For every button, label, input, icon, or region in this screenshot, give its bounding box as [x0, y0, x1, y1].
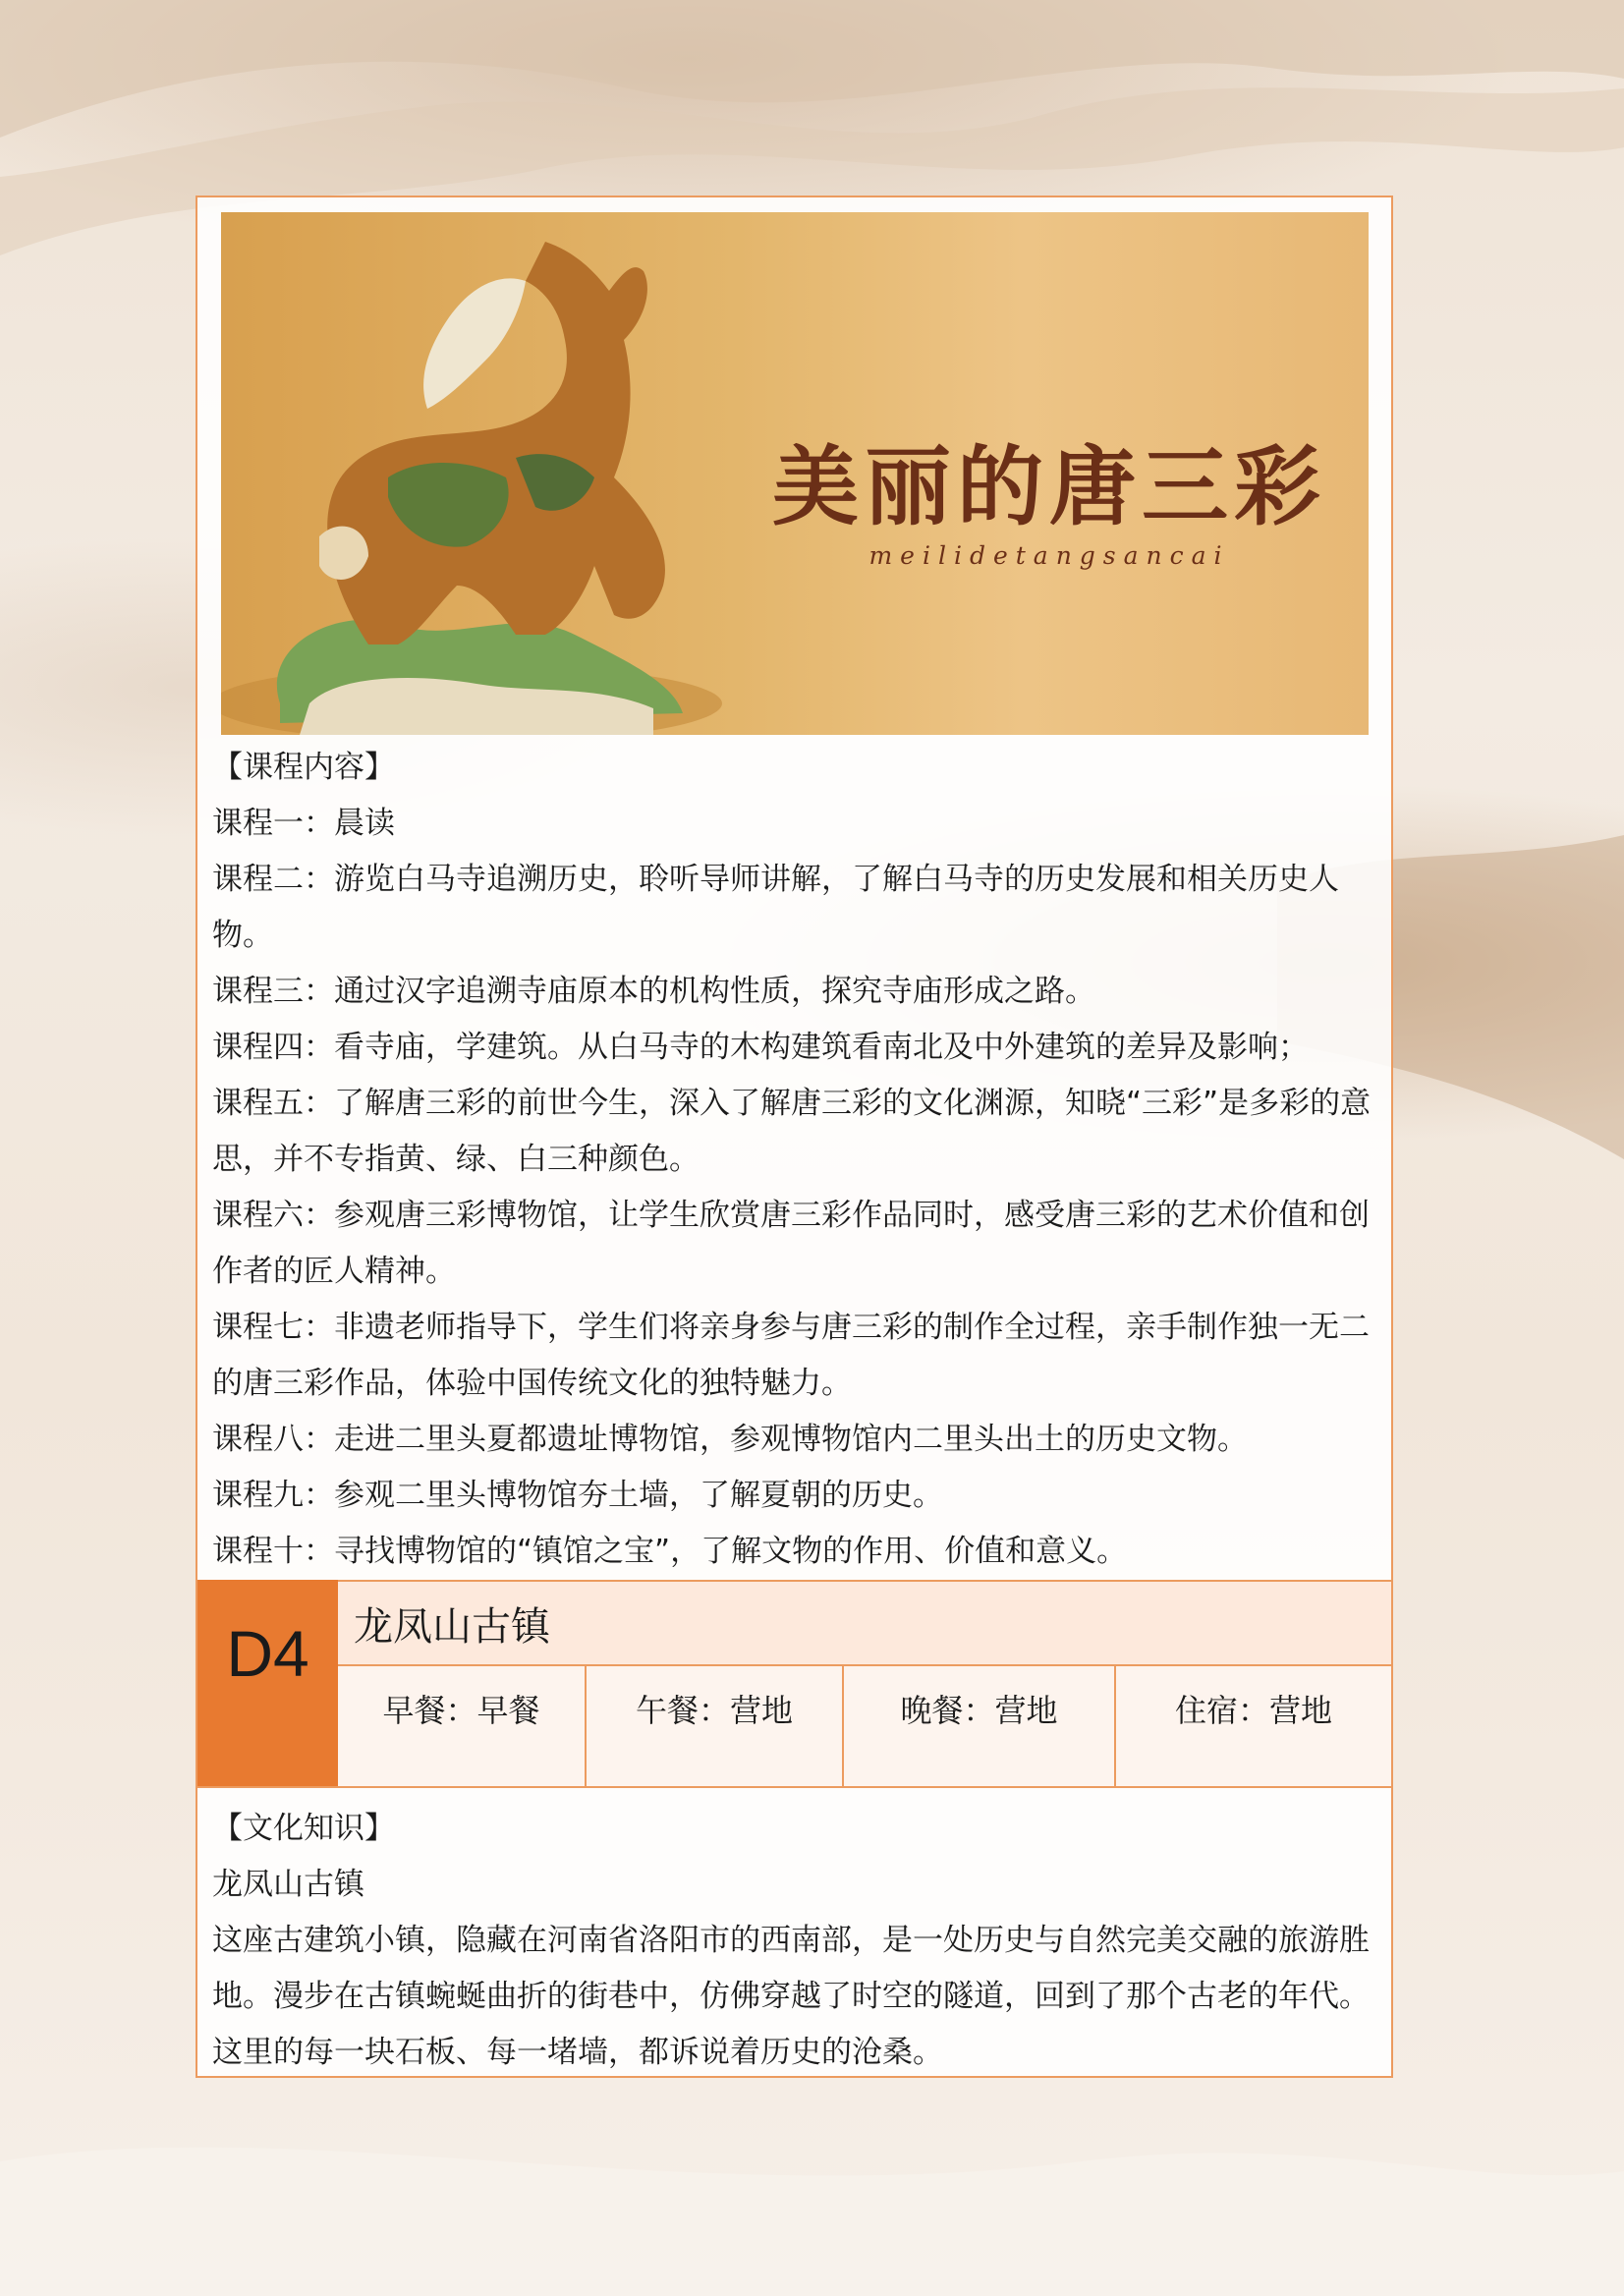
- course-item: 课程九：参观二里头博物馆夯土墙，了解夏朝的历史。: [212, 1478, 943, 1513]
- culture-body: 这座古建筑小镇，隐藏在河南省洛阳市的西南部，是一处历史与自然完美交融的旅游胜地。漫步在古镇蜿蜒曲折的街巷中，仿佛穿越了时空的隧道，回到了那个古老的年代。这里的每一块石板、每一堵墙，都诉说着历史的沧桑。: [212, 1923, 1370, 2070]
- culture-section: [212, 1801, 1376, 2081]
- banner-subtitle: meilidetangsancai: [868, 541, 1230, 570]
- day-badge: D4: [197, 1580, 338, 1786]
- day-header: [197, 1580, 1391, 1786]
- course-item: 课程十：寻找博物馆的“镇馆之宝”，了解文物的作用、价值和意义。: [212, 1534, 1128, 1569]
- divider: [197, 1786, 1391, 1788]
- course-item: 课程三：通过汉字追溯寺庙原本的机构性质，探究寺庙形成之路。: [212, 974, 1095, 1009]
- culture-heading: 【文化知识】: [212, 1811, 395, 1846]
- meal-lodging: 住宿：营地: [1114, 1666, 1391, 1786]
- day-title: 龙凤山古镇: [354, 1604, 550, 1650]
- meal-dinner: 晚餐：营地: [842, 1666, 1114, 1786]
- banner-title: 美丽的唐三彩: [771, 435, 1326, 537]
- course-item: 课程一：晨读: [212, 806, 395, 841]
- content-frame: [196, 196, 1393, 2078]
- day-title-cell: [338, 1580, 1391, 1666]
- course-item: 课程六：参观唐三彩博物馆，让学生欣赏唐三彩作品同时，感受唐三彩的艺术价值和创作者的匠人精神。: [212, 1198, 1370, 1289]
- course-heading: 【课程内容】: [212, 750, 395, 785]
- culture-subtitle: 龙凤山古镇: [212, 1867, 364, 1902]
- course-item: 课程四：看寺庙，学建筑。从白马寺的木构建筑看南北及中外建筑的差异及影响；: [212, 1030, 1309, 1065]
- course-item: 课程七：非遗老师指导下，学生们将亲身参与唐三彩的制作全过程，亲手制作独一无二的唐三彩作品，体验中国传统文化的独特魅力。: [212, 1310, 1370, 1401]
- course-section: [212, 740, 1376, 1580]
- course-item: 课程五：了解唐三彩的前世今生，深入了解唐三彩的文化渊源，知晓“三彩”是多彩的意思，并不专指黄、绿、白三种颜色。: [212, 1086, 1372, 1177]
- meal-breakfast: 早餐：早餐: [338, 1666, 585, 1786]
- course-item: 课程八：走进二里头夏都遗址博物馆，参观博物馆内二里头出土的历史文物。: [212, 1422, 1248, 1457]
- meal-lunch: 午餐：营地: [585, 1666, 842, 1786]
- course-item: 课程二：游览白马寺追溯历史，聆听导师讲解，了解白马寺的历史发展和相关历史人物。: [212, 862, 1339, 953]
- banner: [221, 212, 1369, 735]
- tang-sancai-horse-image: [221, 212, 771, 735]
